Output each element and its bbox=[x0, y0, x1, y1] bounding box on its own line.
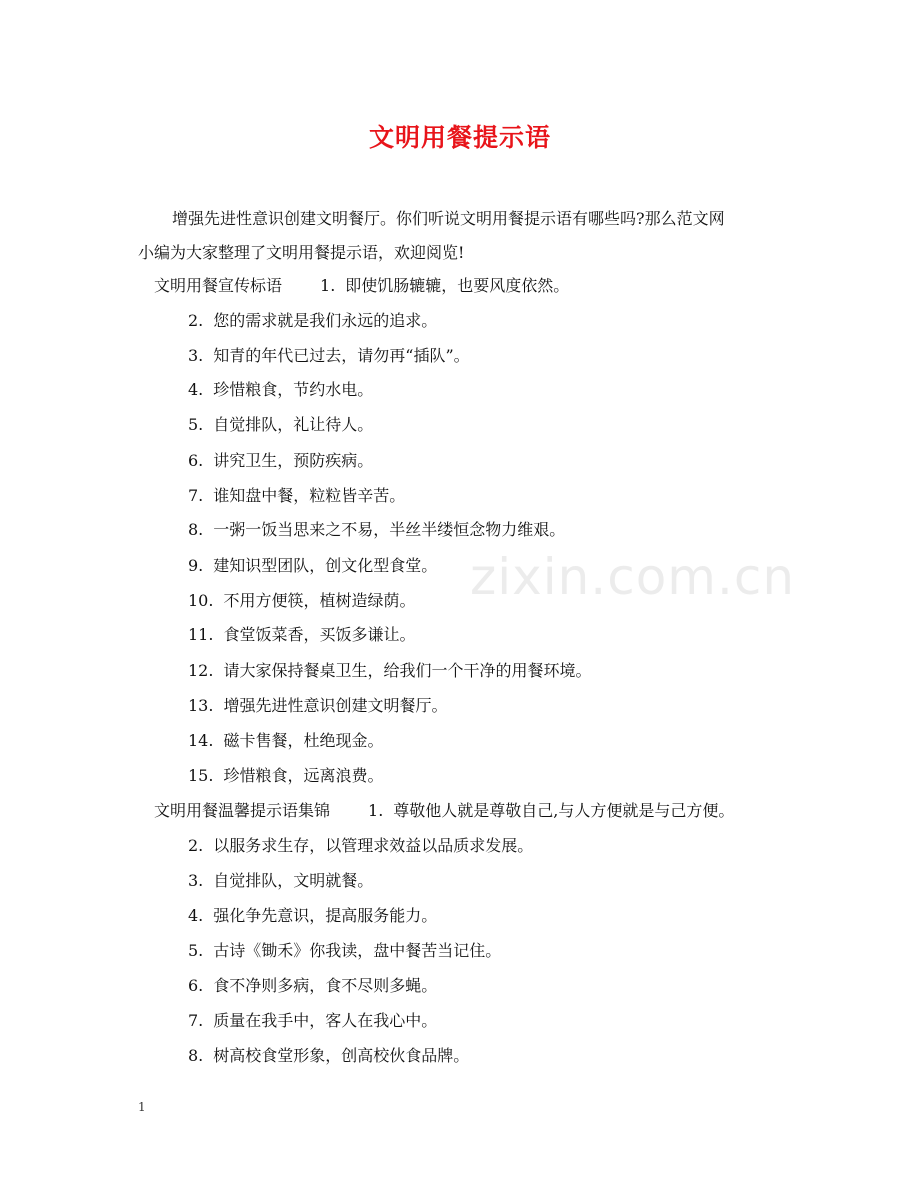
list-item-number: 4. bbox=[188, 906, 204, 925]
list-item bbox=[188, 976, 437, 996]
list-item bbox=[188, 346, 470, 366]
list-item-number: 5. bbox=[188, 415, 204, 434]
list-item bbox=[188, 731, 383, 751]
list-item-number: 7. bbox=[188, 1011, 204, 1030]
list-item bbox=[188, 486, 405, 506]
list-item bbox=[188, 451, 373, 471]
list-item-number: 10. bbox=[188, 591, 214, 610]
list-item-text: 食堂饭菜香，买饭多谦让。 bbox=[223, 625, 416, 644]
list-item-number: 1. bbox=[320, 276, 336, 295]
list-item-number: 4. bbox=[188, 380, 204, 399]
section-1-heading-line bbox=[154, 276, 569, 296]
list-item-number: 15. bbox=[188, 766, 214, 785]
list-item-text: 尊敬他人就是尊敬自己,与人方便就是与己方便。 bbox=[393, 801, 735, 820]
list-item-number: 9. bbox=[188, 556, 204, 575]
list-item-number: 6. bbox=[188, 451, 204, 470]
list-item-text: 磁卡售餐，杜绝现金。 bbox=[223, 731, 384, 750]
list-item-text: 古诗《锄禾》你我读，盘中餐苦当记住。 bbox=[213, 941, 502, 960]
list-item-number: 2. bbox=[188, 836, 204, 855]
list-item bbox=[188, 1046, 469, 1066]
list-item-text: 树高校食堂形象，创高校伙食品牌。 bbox=[213, 1046, 470, 1065]
document-title: 文明用餐提示语 bbox=[368, 123, 551, 152]
list-item-number: 11. bbox=[188, 625, 214, 644]
list-item-text: 一粥一饭当思来之不易，半丝半缕恒念物力维艰。 bbox=[213, 520, 566, 539]
list-item-number: 8. bbox=[188, 1046, 204, 1065]
list-item bbox=[188, 520, 565, 540]
list-item-text: 建知识型团队，创文化型食堂。 bbox=[213, 556, 438, 575]
list-item-text: 自觉排队，文明就餐。 bbox=[213, 871, 374, 890]
list-item-number: 7. bbox=[188, 486, 204, 505]
watermark: zixin.com.cn bbox=[470, 548, 796, 606]
list-item-text: 增强先进性意识创建文明餐厅。 bbox=[223, 696, 448, 715]
list-item-number: 6. bbox=[188, 976, 204, 995]
list-item bbox=[188, 661, 591, 681]
intro-paragraph bbox=[138, 202, 798, 270]
list-item bbox=[188, 625, 415, 645]
list-item-number: 8. bbox=[188, 520, 204, 539]
list-item-text: 自觉排队，礼让待人。 bbox=[213, 415, 374, 434]
list-item-text: 知青的年代已过去，请勿再“插队”。 bbox=[213, 346, 470, 365]
list-item-text: 食不净则多病，食不尽则多蝇。 bbox=[213, 976, 438, 995]
list-item-text: 请大家保持餐桌卫生，给我们一个干净的用餐环境。 bbox=[223, 661, 592, 680]
list-item-number: 14. bbox=[188, 731, 214, 750]
list-item bbox=[188, 380, 373, 400]
intro-line-2: 小编为大家整理了文明用餐提示语，欢迎阅览! bbox=[138, 243, 465, 262]
list-item bbox=[188, 591, 415, 611]
list-item-number: 5. bbox=[188, 941, 204, 960]
list-item bbox=[188, 836, 533, 856]
section-2-heading: 文明用餐温馨提示语集锦 bbox=[154, 801, 331, 820]
list-item-text: 谁知盘中餐，粒粒皆辛苦。 bbox=[213, 486, 406, 505]
list-item bbox=[188, 696, 447, 716]
list-item-text: 您的需求就是我们永远的追求。 bbox=[213, 311, 438, 330]
list-item-text: 质量在我手中，客人在我心中。 bbox=[213, 1011, 438, 1030]
list-item bbox=[188, 556, 437, 576]
list-item-text: 以服务求生存，以管理求效益以品质求发展。 bbox=[213, 836, 534, 855]
list-item-text: 即使饥肠辘辘，也要风度依然。 bbox=[345, 276, 570, 295]
list-item bbox=[188, 1011, 437, 1031]
list-item-text: 珍惜粮食，远离浪费。 bbox=[223, 766, 384, 785]
list-item bbox=[188, 415, 373, 435]
list-item-number: 2. bbox=[188, 311, 204, 330]
list-item-text: 不用方便筷，植树造绿荫。 bbox=[223, 591, 416, 610]
list-item-number: 1. bbox=[368, 801, 384, 820]
list-item-text: 强化争先意识，提高服务能力。 bbox=[213, 906, 438, 925]
list-item-number: 12. bbox=[188, 661, 214, 680]
page-number: 1 bbox=[138, 1100, 146, 1114]
list-item bbox=[188, 311, 437, 331]
section-2-heading-line bbox=[154, 801, 734, 821]
list-item-number: 3. bbox=[188, 346, 204, 365]
list-item-number: 13. bbox=[188, 696, 214, 715]
list-item bbox=[188, 941, 501, 961]
list-item-text: 珍惜粮食，节约水电。 bbox=[213, 380, 374, 399]
section-1-heading: 文明用餐宣传标语 bbox=[154, 276, 283, 295]
list-item bbox=[188, 906, 437, 926]
intro-line-1: 增强先进性意识创建文明餐厅。你们听说文明用餐提示语有哪些吗?那么范文网 bbox=[172, 209, 725, 228]
list-item-text: 讲究卫生，预防疾病。 bbox=[213, 451, 374, 470]
list-item bbox=[188, 871, 373, 891]
list-item-number: 3. bbox=[188, 871, 204, 890]
list-item bbox=[188, 766, 383, 786]
